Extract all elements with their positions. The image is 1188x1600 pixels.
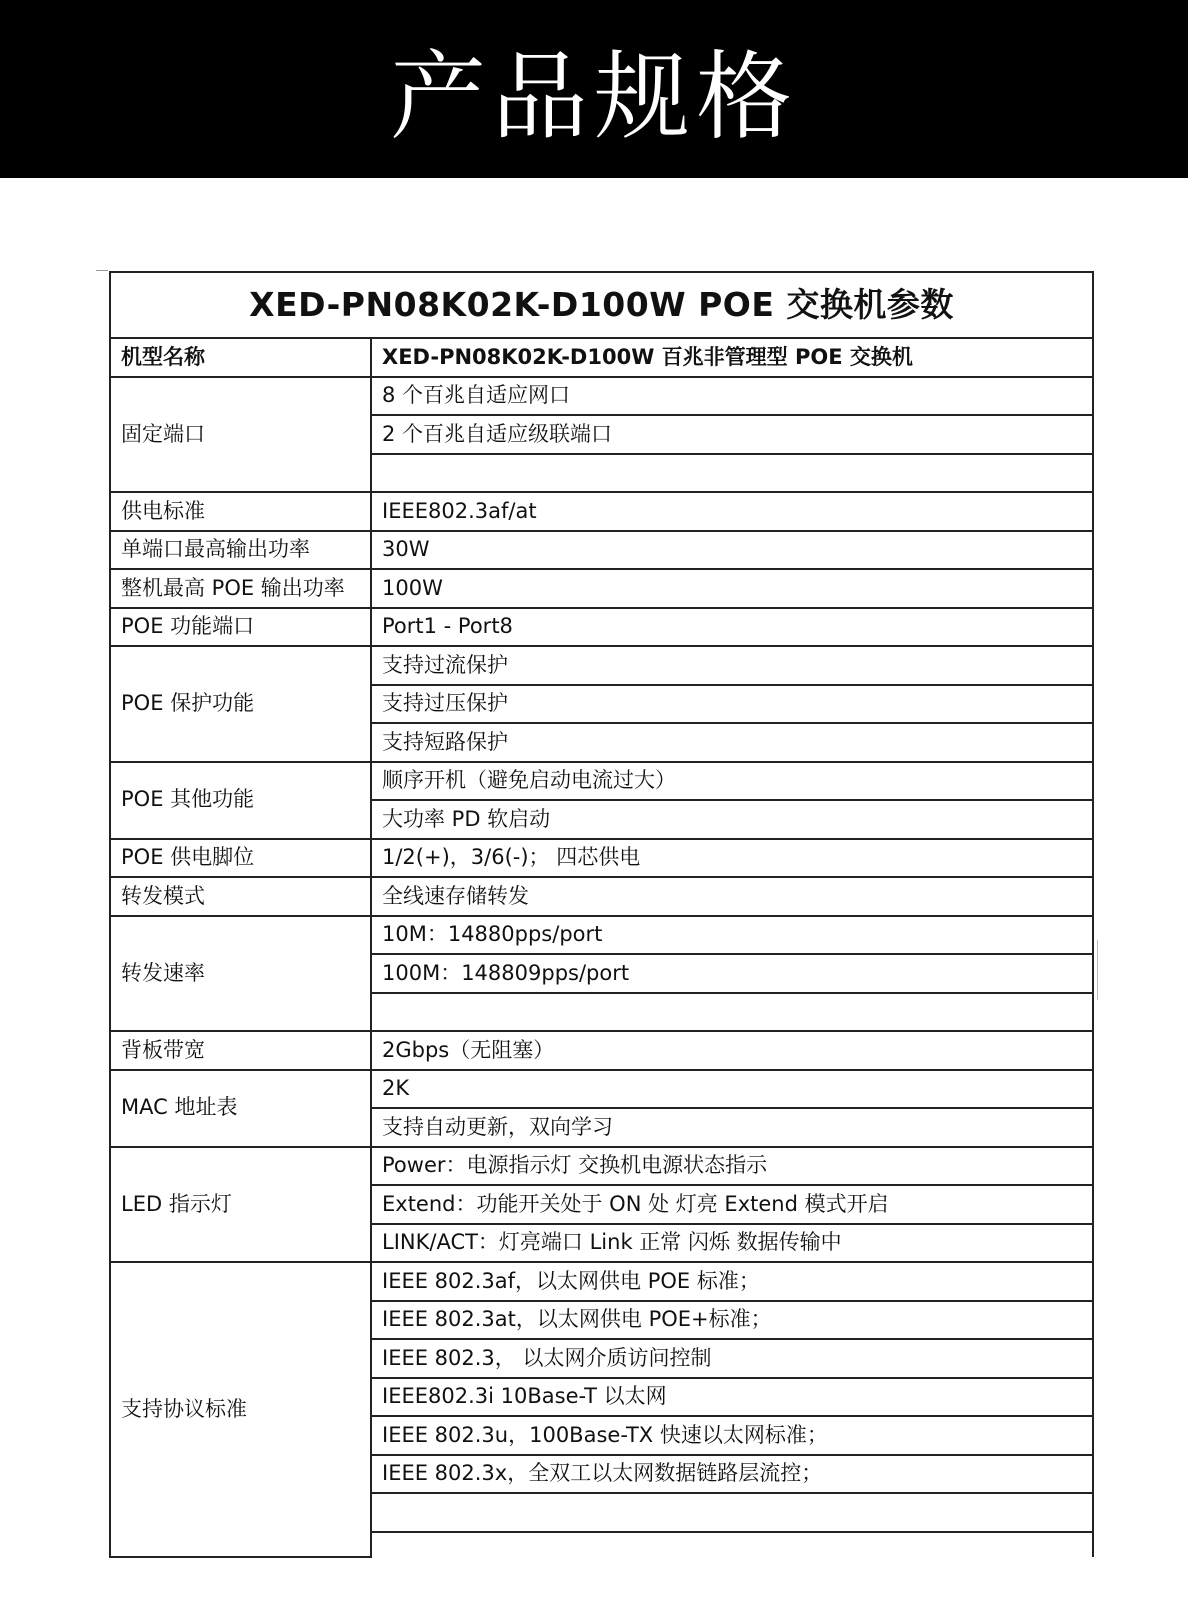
- row-value: 30W: [371, 531, 1093, 570]
- spec-table: [109, 271, 1094, 1558]
- table-row: [110, 877, 1093, 916]
- row-label: MAC 地址表: [110, 1070, 371, 1147]
- row-value: 100W: [371, 569, 1093, 608]
- row-label: LED 指示灯: [110, 1147, 371, 1263]
- row-value: 全线速存储转发: [371, 877, 1093, 916]
- row-value: 100M：148809pps/port: [371, 954, 1093, 993]
- scroll-mark: [1097, 940, 1104, 1000]
- table-row: [110, 569, 1093, 608]
- table-row: [110, 762, 1093, 801]
- row-value: 2K: [371, 1070, 1093, 1109]
- row-value-empty: [371, 993, 1093, 1032]
- row-value: XED-PN08K02K-D100W 百兆非管理型 POE 交换机: [371, 338, 1093, 377]
- row-label: POE 保护功能: [110, 646, 371, 762]
- table-row: [110, 1262, 1093, 1301]
- row-value: 大功率 PD 软启动: [371, 800, 1093, 839]
- row-value: 支持短路保护: [371, 723, 1093, 762]
- row-label: 单端口最高输出功率: [110, 531, 371, 570]
- table-title-row: [110, 272, 1093, 338]
- row-label: POE 供电脚位: [110, 839, 371, 878]
- page-title: 产品规格: [390, 40, 798, 153]
- table-row: [110, 839, 1093, 878]
- row-value: 支持过流保护: [371, 646, 1093, 685]
- row-label: 固定端口: [110, 377, 371, 493]
- row-value: 8 个百兆自适应网口: [371, 377, 1093, 416]
- row-label: 整机最高 POE 输出功率: [110, 569, 371, 608]
- row-value-empty: [371, 1532, 1093, 1557]
- row-label: 供电标准: [110, 492, 371, 531]
- table-row: [110, 916, 1093, 955]
- table-row: [110, 377, 1093, 416]
- row-value: IEEE 802.3af，以太网供电 POE 标准；: [371, 1262, 1093, 1301]
- row-value: IEEE802.3i 10Base-T 以太网: [371, 1378, 1093, 1417]
- row-value: 1/2(+)，3/6(-)； 四芯供电: [371, 839, 1093, 878]
- row-value: Extend：功能开关处于 ON 处 灯亮 Extend 模式开启: [371, 1185, 1093, 1224]
- row-value: 支持过压保护: [371, 685, 1093, 724]
- table-row: [110, 1147, 1093, 1186]
- row-value: 顺序开机（避免启动电流过大）: [371, 762, 1093, 801]
- table-row: [110, 338, 1093, 377]
- row-label: 机型名称: [110, 338, 371, 377]
- table-row: [110, 1070, 1093, 1109]
- row-value: Port1 - Port8: [371, 608, 1093, 647]
- row-value: IEEE 802.3， 以太网介质访问控制: [371, 1339, 1093, 1378]
- header-banner: [0, 0, 1188, 178]
- row-value: 10M：14880pps/port: [371, 916, 1093, 955]
- table-row: [110, 646, 1093, 685]
- row-value: 2 个百兆自适应级联端口: [371, 415, 1093, 454]
- table-title: XED-PN08K02K-D100W POE 交换机参数: [110, 272, 1093, 338]
- row-value-empty: [371, 1493, 1093, 1532]
- row-label: POE 其他功能: [110, 762, 371, 839]
- row-value: Power：电源指示灯 交换机电源状态指示: [371, 1147, 1093, 1186]
- row-label: POE 功能端口: [110, 608, 371, 647]
- row-label: 背板带宽: [110, 1031, 371, 1070]
- row-value: IEEE802.3af/at: [371, 492, 1093, 531]
- table-row: [110, 608, 1093, 647]
- row-value: IEEE 802.3u，100Base-TX 快速以太网标准；: [371, 1416, 1093, 1455]
- row-value: 2Gbps（无阻塞）: [371, 1031, 1093, 1070]
- row-value: LINK/ACT：灯亮端口 Link 正常 闪烁 数据传输中: [371, 1224, 1093, 1263]
- row-value: IEEE 802.3at，以太网供电 POE+标准；: [371, 1301, 1093, 1340]
- row-label: 转发速率: [110, 916, 371, 1032]
- table-row: [110, 531, 1093, 570]
- row-value: IEEE 802.3x，全双工以太网数据链路层流控；: [371, 1455, 1093, 1494]
- row-label: 支持协议标准: [110, 1262, 371, 1557]
- table-row: [110, 492, 1093, 531]
- row-value-empty: [371, 454, 1093, 493]
- row-value: 支持自动更新，双向学习: [371, 1108, 1093, 1147]
- edge-mark: [96, 270, 108, 271]
- table-row: [110, 1031, 1093, 1070]
- row-label: 转发模式: [110, 877, 371, 916]
